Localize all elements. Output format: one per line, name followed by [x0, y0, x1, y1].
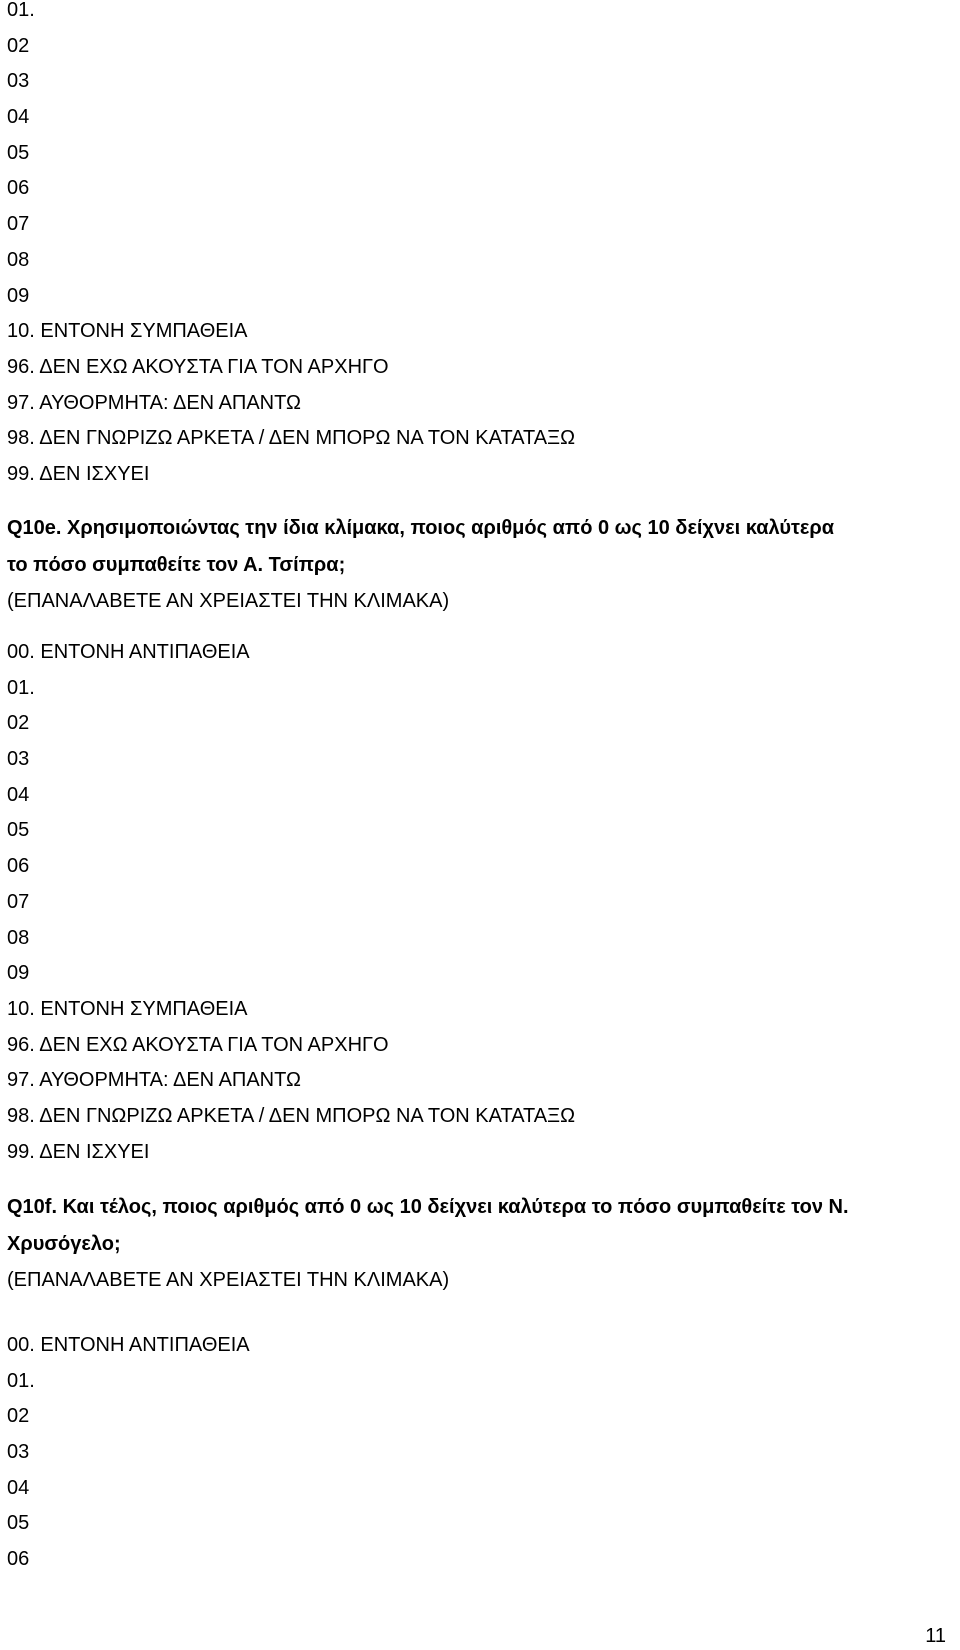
option-item: 04 [7, 106, 30, 129]
option-item: 02 [7, 712, 30, 735]
option-item: 04 [7, 1476, 30, 1499]
option-item: 08 [7, 926, 30, 949]
option-item: 98. ΔΕΝ ΓΝΩΡΙΖΩ ΑΡΚΕΤΑ / ΔΕΝ ΜΠΟΡΩ ΝΑ ΤΟΝ ΚΑΤΑΤΑΞΩ [7, 427, 576, 450]
option-item: 00. ΕΝΤΟΝΗ ΑΝΤΙΠΑΘΕΙΑ [7, 641, 250, 663]
option-item: 01. [7, 1369, 35, 1392]
option-item: 01. [7, 676, 35, 699]
q10f-options-list [7, 1328, 953, 1578]
option-item: 05 [7, 819, 30, 842]
option-item: 06 [7, 177, 30, 200]
question-q10e [7, 510, 953, 620]
option-item: 02 [7, 1405, 30, 1428]
question-text-line: Χρυσόγελο; [7, 1232, 121, 1255]
option-item: 05 [7, 1512, 30, 1535]
option-item: 00. ΕΝΤΟΝΗ ΑΝΤΙΠΑΘΕΙΑ [7, 1334, 250, 1356]
option-item: 07 [7, 890, 30, 913]
option-item: 07 [7, 213, 30, 236]
option-item: 06 [7, 855, 30, 878]
option-item: 02 [7, 34, 30, 57]
option-item: 99. ΔΕΝ ΙΣΧΥΕΙ [7, 462, 150, 485]
option-item: 98. ΔΕΝ ΓΝΩΡΙΖΩ ΑΡΚΕΤΑ / ΔΕΝ ΜΠΟΡΩ ΝΑ ΤΟΝ ΚΑΤΑΤΑΞΩ [7, 1104, 576, 1127]
question-instruction: (ΕΠΑΝΑΛΑΒΕΤΕ ΑΝ ΧΡΕΙΑΣΤΕΙ ΤΗΝ ΚΛΙΜΑΚΑ) [7, 1269, 450, 1291]
option-item: 05 [7, 141, 30, 164]
option-item: 04 [7, 783, 30, 806]
question-instruction: (ΕΠΑΝΑΛΑΒΕΤΕ ΑΝ ΧΡΕΙΑΣΤΕΙ ΤΗΝ ΚΛΙΜΑΚΑ) [7, 590, 450, 612]
option-item: 06 [7, 1548, 30, 1571]
option-item: 97. ΑΥΘΟΡΜΗΤΑ: ΔΕΝ ΑΠΑΝΤΩ [7, 391, 301, 414]
option-item: 09 [7, 962, 30, 985]
option-item: 09 [7, 284, 30, 307]
option-item: 96. ΔΕΝ ΕΧΩ ΑΚΟΥΣΤΑ ΓΙΑ ΤΟΝ ΑΡΧΗΓΟ [7, 1033, 389, 1056]
question-q10f [7, 1189, 953, 1299]
option-item: 08 [7, 248, 30, 271]
question-text-line: Q10e. Χρησιμοποιώντας την ίδια κλίμακα, ποιος αριθμός από 0 ως 10 δείχνει καλύτερα [7, 517, 835, 539]
option-item: 99. ΔΕΝ ΙΣΧΥΕΙ [7, 1140, 150, 1163]
page-number: 11 [925, 1625, 946, 1647]
q10e-options-list [7, 635, 953, 1170]
top-options-list [7, 0, 953, 493]
option-item: 10. ΕΝΤΟΝΗ ΣΥΜΠΑΘΕΙΑ [7, 320, 248, 343]
question-text-line: το πόσο συμπαθείτε τον Α. Τσίπρα; [7, 553, 346, 576]
option-item: 03 [7, 70, 30, 93]
option-item: 97. ΑΥΘΟΡΜΗΤΑ: ΔΕΝ ΑΠΑΝΤΩ [7, 1069, 301, 1092]
option-item: 03 [7, 1441, 30, 1464]
option-item: 10. ΕΝΤΟΝΗ ΣΥΜΠΑΘΕΙΑ [7, 997, 248, 1020]
option-item: 96. ΔΕΝ ΕΧΩ ΑΚΟΥΣΤΑ ΓΙΑ ΤΟΝ ΑΡΧΗΓΟ [7, 355, 389, 378]
option-item: 01. [7, 0, 35, 21]
question-text-line: Q10f. Και τέλος, ποιος αριθμός από 0 ως 10 δείχνει καλύτερα το πόσο συμπαθείτε τον Ν. [7, 1196, 849, 1218]
option-item: 03 [7, 748, 30, 771]
